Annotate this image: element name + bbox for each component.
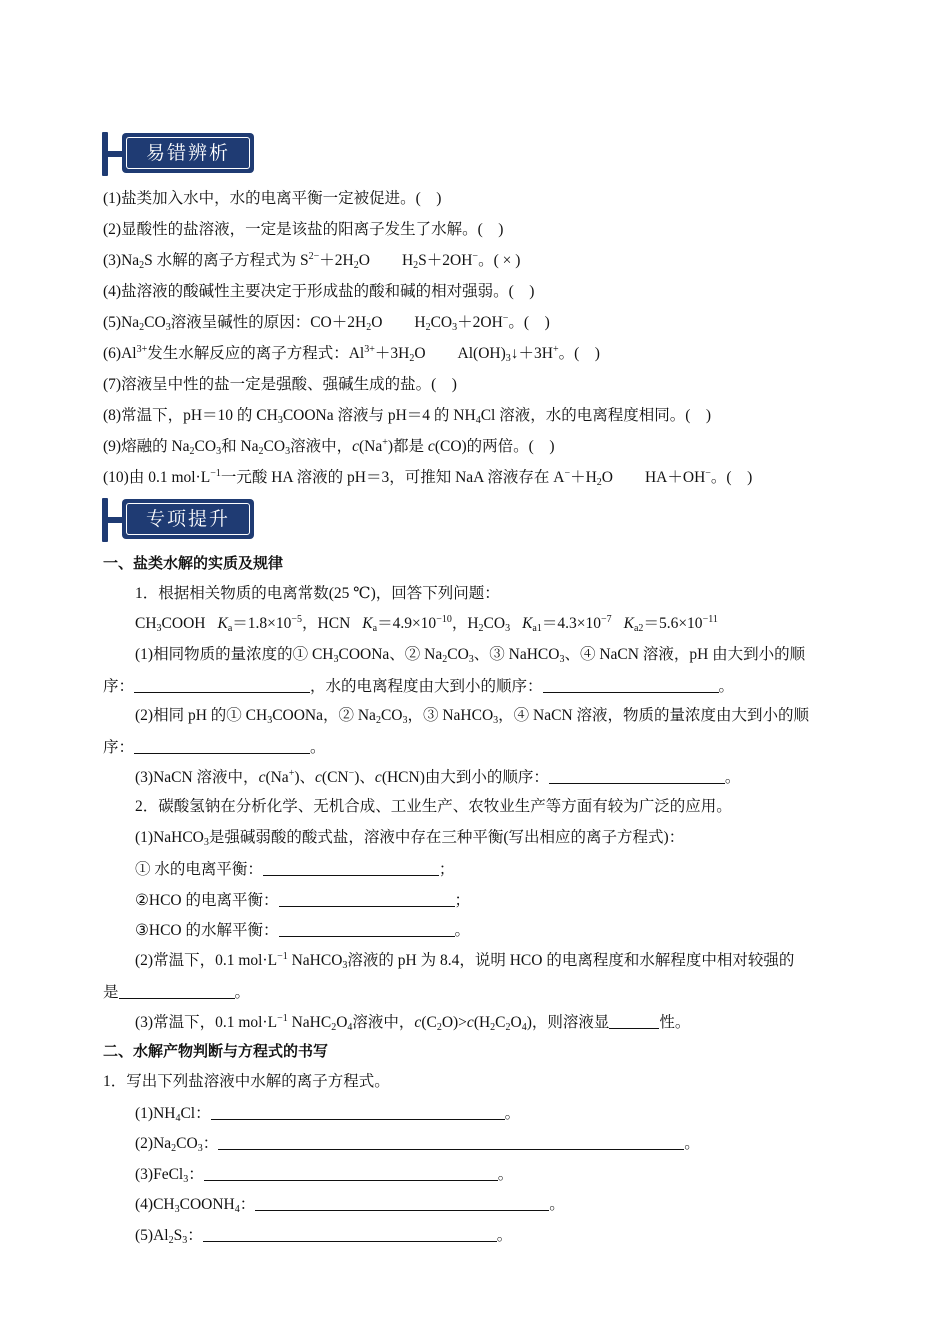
question-4: (4)盐溶液的酸碱性主要决定于形成盐的酸和碱的相对强弱。( )	[103, 283, 535, 300]
question-2-1: (1)NaHCO$_3$是强碱弱酸的酸式盐，溶液中存在三种平衡(写出相应的离子方程式)：	[135, 829, 685, 848]
answer-blank[interactable]	[255, 1196, 549, 1211]
question-10: (10)由 0.1 $mol\cdot L^{-1}$一元酸 HA 溶液的 pH＝3，可推知 NaA 溶液存在 $A^-+H_2O$ HA＋OH−。( )	[103, 468, 753, 488]
banner-box	[122, 499, 254, 539]
answer-blank[interactable]	[203, 1227, 497, 1242]
paragraph-1: 1．根据相关物质的电离常数(25 ℃)，回答下列问题：	[135, 585, 500, 602]
write-2: $(2)Na_2CO_3$： 。	[135, 1135, 700, 1154]
question-9: (9)熔融的 $Na_2CO_3$和 $Na_2CO_3$溶液中，c(Na+)都是 c(CO)的两倍。( )	[103, 437, 555, 457]
question-8: (8)常温下，pH＝10 的 $CH_3COONa$ 溶液与 pH＝4 的 $NH_4Cl$ 溶液，水的电离程度相同。( )	[103, 407, 712, 426]
banner-stem	[108, 151, 122, 157]
answer-blank[interactable]	[134, 739, 310, 754]
constants-line: $CH_3COOH$ $K_a=1.8\times 10^{-5}$，HCN $K_a=4.9\times 10^{-10}$，$H_2CO_3$ $K_{a1}=4.3\times 10^{-7}$ $K_{a2}=5.6\times 10^{-11}$	[135, 614, 718, 634]
question-3: $(3)Na_2S$ 水解的离子方程式为 $S^{2-}+2H_2O$ $H_2S+2OH^-$。( × )	[103, 251, 521, 271]
banner-title: 专项提升	[126, 503, 250, 535]
section-heading-2: 二、水解产物判断与方程式的书写	[103, 1042, 329, 1060]
question-1-3: (3)NaCN 溶液中，c(Na+)、c(CN−)、c(HCN)由大到小的顺序： 。	[135, 768, 741, 786]
question-2-2-cont: 是 。	[103, 984, 251, 1001]
question-2: (2)显酸性的盐溶液，一定是该盐的阳离子发生了水解。( )	[103, 221, 504, 238]
answer-blank[interactable]	[543, 678, 719, 693]
write-4: $(4)CH_3COONH_4$： 。	[135, 1196, 565, 1215]
equilibrium-1: ① 水的电离平衡： ；	[135, 861, 455, 878]
write-5: $(5)Al_2S_3$： 。	[135, 1227, 513, 1246]
question-1-2-cont: 序： 。	[103, 739, 326, 756]
banner-title: 易错辨析	[126, 137, 250, 169]
question-1: (1)盐类加入水中，水的电离平衡一定被促进。( )	[103, 190, 442, 207]
question-6: $(6)Al^{3+}$发生水解反应的离子方程式：$Al^{3+}+3H_2O$ $Al(OH)_3↓+3H^+$。( )	[103, 344, 600, 364]
answer-blank[interactable]	[279, 922, 455, 937]
answer-blank[interactable]	[204, 1166, 498, 1181]
question-1-1-cont: 序： ，水的电离程度由大到小的顺序： 。	[103, 678, 735, 695]
paragraph-2: 2．碳酸氢钠在分析化学、无机合成、工业生产、农牧业生产等方面有较为广泛的应用。	[135, 798, 732, 815]
answer-blank[interactable]	[218, 1135, 684, 1150]
question-2-3: (3)常温下，0.1 $mol\cdot L^{-1}$ $NaHC_2O_4$溶液中，$c(C_2O)>c(H_2C_2O_4)$，则溶液显 性。	[135, 1013, 691, 1033]
banner-stem	[108, 517, 122, 523]
answer-blank[interactable]	[211, 1105, 505, 1120]
equilibrium-3: ③HCO 的水解平衡： 。	[135, 922, 471, 939]
answer-blank[interactable]	[134, 678, 310, 693]
answer-blank[interactable]	[279, 892, 455, 907]
write-3: (3)FeCl$_3$： 。	[135, 1166, 514, 1185]
question-7: (7)溶液呈中性的盐一定是强酸、强碱生成的盐。( )	[103, 376, 457, 393]
question-1-1: (1)相同物质的量浓度的① $CH_3COONa$、② $Na_2CO_3$、③ NaHCO$_3$、④ NaCN 溶液，pH 由大到小的顺	[135, 646, 806, 665]
answer-blank[interactable]	[119, 984, 235, 999]
banner-box	[122, 133, 254, 173]
section-banner-special-improve	[102, 498, 256, 542]
section-heading-1: 一、盐类水解的实质及规律	[103, 554, 284, 572]
section-banner-error-analysis	[102, 132, 256, 176]
answer-blank[interactable]	[263, 861, 439, 876]
question-5: $(5)Na_2CO_3$溶液呈碱性的原因：$CO+2H_2O$ $H_2CO_3+2OH^-$。( )	[103, 313, 550, 333]
equilibrium-2: ②HCO 的电离平衡： ；	[135, 892, 471, 909]
write-1: $(1)NH_4Cl$： 。	[135, 1105, 521, 1124]
paragraph-3: 1．写出下列盐溶液中水解的离子方程式。	[103, 1073, 390, 1090]
answer-blank[interactable]	[609, 1014, 659, 1029]
question-2-2: (2)常温下，0.1 $mol\cdot L^{-1}$ NaHCO$_3$溶液的 pH 为 8.4，说明 HCO 的电离程度和水解程度中相对较强的	[135, 951, 795, 971]
answer-blank[interactable]	[549, 769, 725, 784]
question-1-2: (2)相同 pH 的① $CH_3COONa$，② $Na_2CO_3$，③ NaHCO$_3$，④ NaCN 溶液，物质的量浓度由大到小的顺	[135, 707, 810, 726]
